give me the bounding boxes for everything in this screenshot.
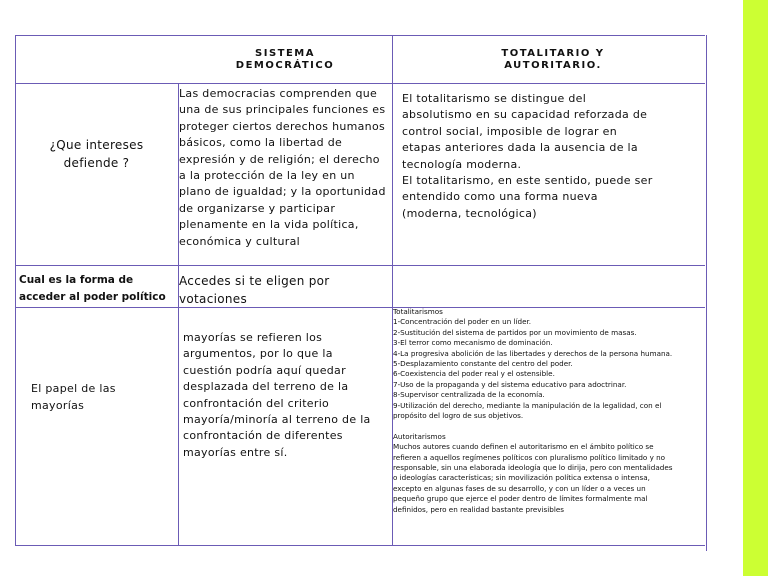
text-line: propósito del logro de sus objetivos. [393,411,524,421]
text-line: 9-Utilización del derecho, mediante la manipulación de la legalidad, con el [393,400,662,410]
text-line: Autoritarismos [393,431,446,441]
democratic-interests-text [179,86,391,250]
text-line: 4-La progresiva abolición de las libertades y derechos de la persona humana. [393,348,673,358]
text-line: desplazada del terreno de la [183,380,349,394]
text-line: mayorías entre sí. [183,445,288,459]
table-border-bottom [15,545,705,546]
text-line: plenamente en la vida política, [179,218,359,232]
text-line: (moderna, tecnológica) [402,206,537,220]
row-label-access: Cual es la forma de acceder al poder político [19,274,166,303]
totalitarian-majorities-text [393,307,705,515]
text-line: refieren a aquellos regímenes políticos con pluralismo político limitado y no [393,452,666,462]
text-line: entendido como una forma nueva [402,190,598,204]
text-line: expresión y de religión; el derecho [179,152,380,166]
row-label-majorities: El papel de las mayorías [31,382,116,412]
header-totalitarian: TOTALITARIO Y AUTORITARIO. [501,48,605,71]
text-line: pequeño grupo que ejerce el poder dentro de límites formalmente mal [393,494,648,504]
text-line: definidos, pero en realidad bastante previsibles [393,504,565,514]
accent-sidebar-bar [743,0,768,576]
row-divider [15,83,705,84]
text-line: confrontación de diferentes [183,429,343,443]
row-divider [15,265,705,266]
row-label-interests: ¿Que intereses defiende ? [49,138,144,170]
text-line: básicos, como la libertad de [179,136,343,150]
header-democratic: SISTEMA DEMOCRÁTICO [235,48,335,71]
table-border-left [15,35,16,546]
democratic-access-text: Accedes si te eligen por votaciones [179,274,330,306]
text-line: 5-Desplazamiento constante del centro del poder. [393,359,573,369]
totalitarian-interests-text [402,91,702,222]
text-line: o ideologías características; sin movilización política extensa o intensa, [393,473,650,483]
text-line [393,421,705,431]
text-line: proteger ciertos derechos humanos [179,119,386,133]
text-line: control social, imposible de lograr en [402,124,617,138]
text-line: 7-Uso de la propaganda y del sistema educativo para adoctrinar. [393,379,627,389]
text-line: 3-El terror como mecanismo de dominación. [393,338,553,348]
text-line: El totalitarismo, en este sentido, puede ser [402,174,653,188]
text-line: confrontación del criterio [183,396,330,410]
text-line: 2-Sustitución del sistema de partidos por un movimiento de masas. [393,327,637,337]
text-line: 1-Concentración del poder en un líder. [393,317,532,327]
text-line: Las democracias comprenden que [179,87,378,100]
table-border-right [706,35,707,551]
text-line: 8-Supervisor centralizada de la economía. [393,390,545,400]
text-line: una de sus principales funciones es [179,103,386,117]
text-line: tecnología moderna. [402,157,522,171]
text-line: responsable, sin una elaborada ideología que lo dirija, pero con mentalidades [393,463,673,473]
text-line: a la protección de la ley en un [179,169,355,183]
text-line: cuestión podría aquí quedar [183,363,346,377]
text-line: argumentos, por lo que la [183,347,333,361]
text-line: Muchos autores cuando definen el autoritarismo en el ámbito político se [393,442,654,452]
text-line: etapas anteriores dada la ausencia de la [402,141,638,155]
table-border-top [15,35,705,36]
text-line: de organizarse y participar [179,201,336,215]
text-line: excepto en algunas fases de su desarrollo, y con un líder o a veces un [393,483,646,493]
text-line: El totalitarismo se distingue del [402,92,587,105]
democratic-majorities-text [183,330,391,461]
text-line: 6-Coexistencia del poder real y el ostensible. [393,369,555,379]
text-line: mayoría/minoría al terreno de la [183,413,371,427]
text-line: plano de igualdad; y la oportunidad [179,185,386,199]
text-line: Totalitarismos [393,307,443,316]
text-line: económica y cultural [179,234,300,248]
text-line: mayorías se refieren los [183,331,323,344]
text-line: absolutismo en su capacidad reforzada de [402,108,648,122]
